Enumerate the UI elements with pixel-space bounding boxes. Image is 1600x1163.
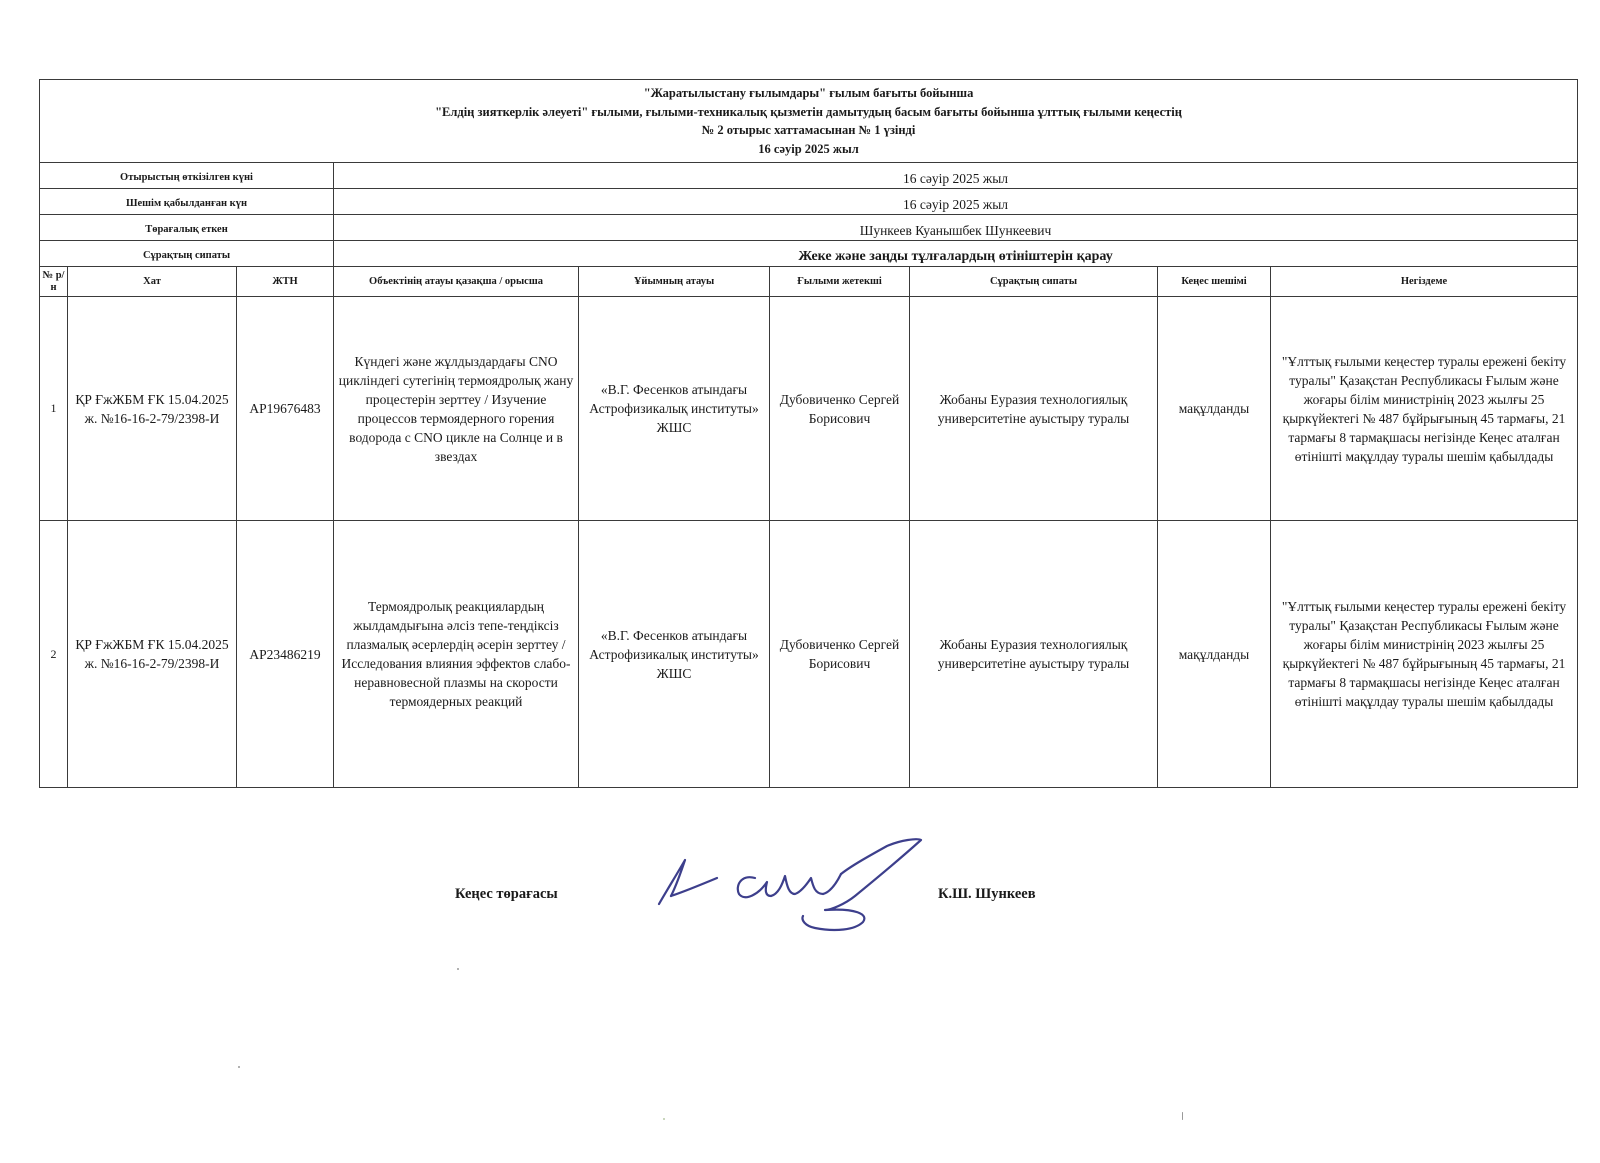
meta-value: Жеке және заңды тұлғалардың өтініштерін қарау: [334, 241, 1578, 267]
row-basis: "Ұлттық ғылыми кеңестер туралы ережені бекіту туралы" Қазақстан Республикасы Ғылым және жоғары білім министрінің 2023 жылғы 25 қыркүйектегі № 487 бұйрығының 45 тармағы, 21 тармағы 8 тармақшасы негізінде Кеңес аталған өтінішті мақұлдау туралы шешім қабылдады: [1271, 297, 1578, 521]
column-header-num: № р/н: [40, 267, 68, 297]
row-object: Термоядролық реакциялардың жылдамдығына әлсіз тепе-теңдіксіз плазмалық әсерлердің әсерін зерттеу / Исследования влияния эффектов слабо-неравновесной плазмы на скорости термоядерных реакций: [334, 521, 579, 788]
row-question: Жобаны Еуразия технологиялық университетіне ауыстыру туралы: [910, 521, 1158, 788]
handwritten-signature: [655, 838, 925, 938]
table-row: [40, 297, 1578, 521]
title-line-4: 16 сәуір 2025 жыл: [758, 141, 859, 156]
meta-row-question-type: [40, 241, 1578, 267]
meta-row-meeting-date: [40, 163, 1578, 189]
protocol-table: [39, 79, 1578, 788]
meta-label: Төрағалық еткен: [40, 215, 334, 241]
meta-label: Сұрақтың сипаты: [40, 241, 334, 267]
column-header-decision: Кеңес шешімі: [1158, 267, 1271, 297]
scan-speck: [663, 1118, 665, 1120]
row-jtn: AP23486219: [237, 521, 334, 788]
row-object: Күндегі және жұлдыздардағы CNO циклiндегі сутегінің термоядролық жану процестерін зерттеу / Изучение процессов термоядерного горения водорода с CNO цикле на Солнце и в звездах: [334, 297, 579, 521]
row-letter: ҚР ҒжЖБМ ҒК 15.04.2025 ж. №16-16-2-79/2398-И: [68, 521, 237, 788]
row-decision: мақұлданды: [1158, 521, 1271, 788]
meta-value: 16 сәуір 2025 жыл: [334, 163, 1578, 189]
row-jtn: AP19676483: [237, 297, 334, 521]
scan-speck: [238, 1066, 240, 1068]
column-header-row: [40, 267, 1578, 297]
row-letter: ҚР ҒжЖБМ ҒК 15.04.2025 ж. №16-16-2-79/2398-И: [68, 297, 237, 521]
row-num: 2: [40, 521, 68, 788]
row-decision: мақұлданды: [1158, 297, 1271, 521]
meta-row-chairman: [40, 215, 1578, 241]
title-line-1: "Жаратылыстану ғылымдары" ғылым бағыты бойынша: [643, 86, 974, 100]
chairman-title: Кеңес төрағасы: [455, 886, 558, 902]
column-header-org: Ұйымның атауы: [579, 267, 770, 297]
column-header-basis: Негіздеме: [1271, 267, 1578, 297]
scan-speck: [457, 968, 459, 970]
meta-label: Шешім қабылданған күн: [40, 189, 334, 215]
scan-speck: [1182, 1112, 1183, 1120]
row-supervisor: Дубовиченко Сергей Борисович: [770, 521, 910, 788]
meta-value: 16 сәуір 2025 жыл: [334, 189, 1578, 215]
column-header-object: Объектінің атауы қазақша / орысша: [334, 267, 579, 297]
row-org: «В.Г. Фесенков атындағы Астрофизикалық институты» ЖШС: [579, 521, 770, 788]
meta-row-decision-date: [40, 189, 1578, 215]
title-line-2: "Елдің зияткерлік әлеуеті" ғылыми, ғылыми-техникалық қызметін дамытудың басым бағыты бойынша ұлттық ғылыми кеңестің: [435, 104, 1182, 119]
meta-label: Отырыстың өткізілген күні: [40, 163, 334, 189]
column-header-supervisor: Ғылыми жетекші: [770, 267, 910, 297]
row-num: 1: [40, 297, 68, 521]
chairman-name: К.Ш. Шункеев: [938, 886, 1036, 902]
row-supervisor: Дубовиченко Сергей Борисович: [770, 297, 910, 521]
document-title: [40, 80, 1578, 163]
column-header-question: Сұрақтың сипаты: [910, 267, 1158, 297]
protocol-document: [39, 79, 1577, 788]
row-basis: "Ұлттық ғылыми кеңестер туралы ережені бекіту туралы" Қазақстан Республикасы Ғылым және жоғары білім министрінің 2023 жылғы 25 қыркүйектегі № 487 бұйрығының 45 тармағы, 21 тармағы 8 тармақшасы негізінде Кеңес аталған өтінішті мақұлдау туралы шешім қабылдады: [1271, 521, 1578, 788]
column-header-letter: Хат: [68, 267, 237, 297]
row-question: Жобаны Еуразия технологиялық университетіне ауыстыру туралы: [910, 297, 1158, 521]
column-header-jtn: ЖТН: [237, 267, 334, 297]
table-row: [40, 521, 1578, 788]
row-org: «В.Г. Фесенков атындағы Астрофизикалық институты» ЖШС: [579, 297, 770, 521]
meta-value: Шункеев Куанышбек Шункеевич: [334, 215, 1578, 241]
title-line-3: № 2 отырыс хаттамасынан № 1 үзінді: [701, 123, 916, 137]
